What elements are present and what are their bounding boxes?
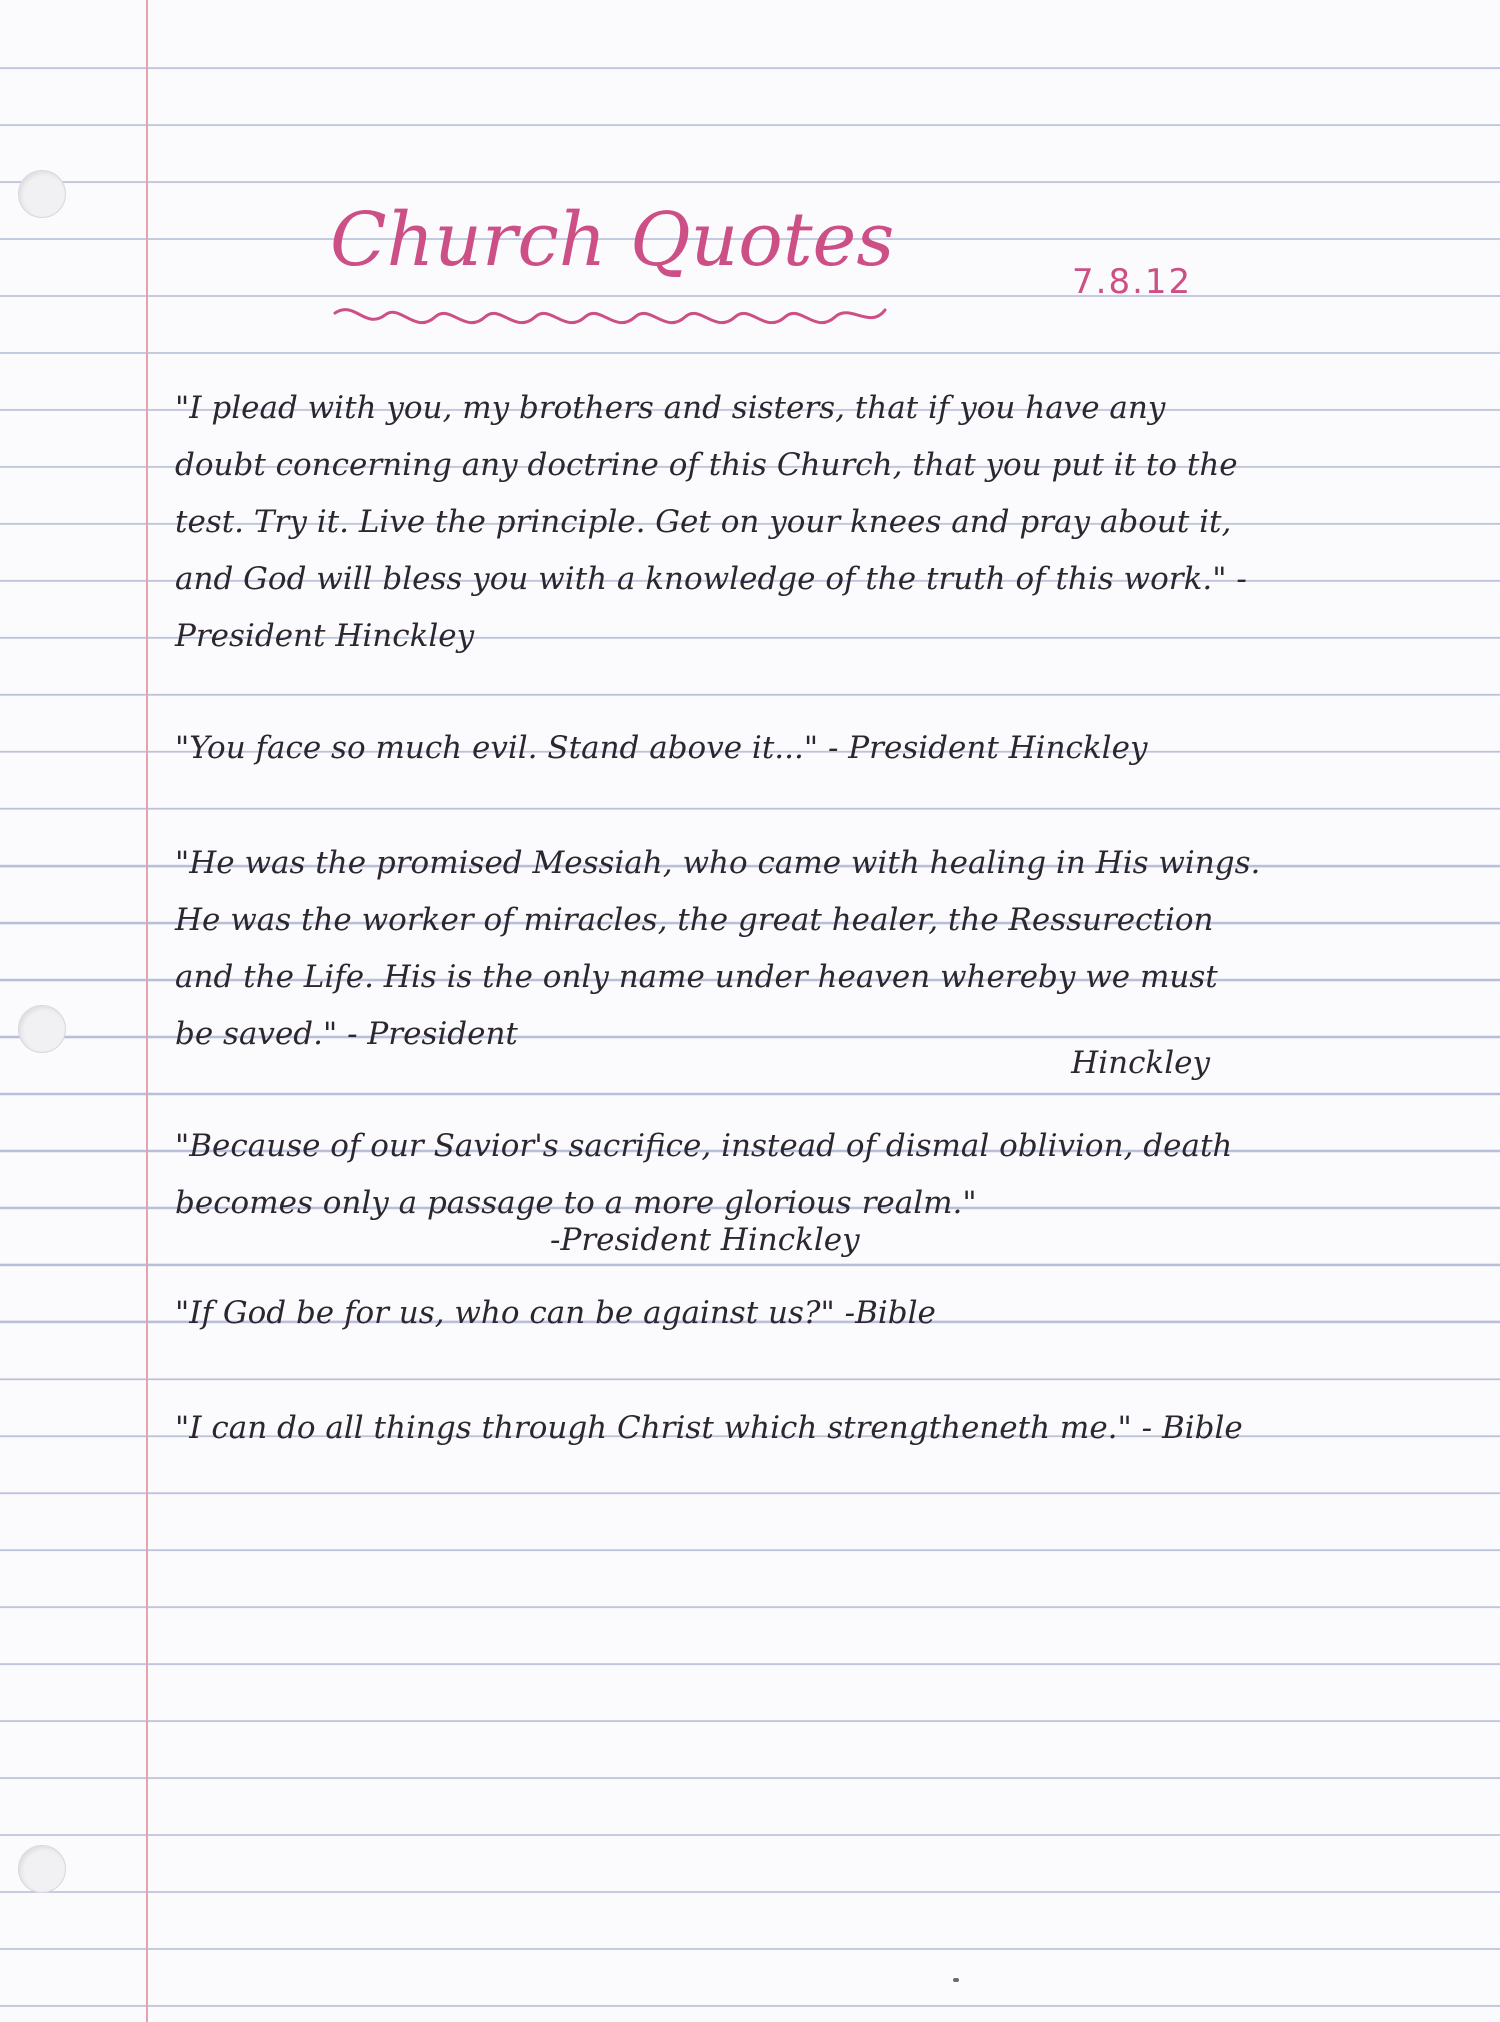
quote-attribution: Hinckley [1071, 1045, 1210, 1081]
margin-line [146, 0, 148, 2022]
page-date: 7.8.12 [1072, 262, 1193, 302]
quote-text: "I plead with you, my brothers and sisters, that if you have any doubt concerning any doctrine of this Church, that you put it to the test. Try it. Live the principle. Get on your knees and pray about it, and God will bless you with a knowledge of the truth of this work." - President Hinckley [175, 390, 1247, 654]
quote-6 [175, 1400, 1265, 1457]
quote-text: "You face so much evil. Stand above it..." - President Hinckley [175, 730, 1148, 766]
quote-2 [175, 720, 1265, 777]
binder-hole [18, 170, 66, 218]
quote-text: "If God be for us, who can be against us?" -Bible [175, 1295, 936, 1331]
quote-4 [175, 1118, 1265, 1269]
quote-1 [175, 380, 1265, 665]
paper-speck [953, 1978, 959, 1982]
quote-attribution: -President Hinckley [550, 1222, 860, 1258]
quote-text: "I can do all things through Christ which strengtheneth me." - Bible [175, 1410, 1243, 1446]
quote-3 [175, 835, 1265, 1092]
binder-hole [18, 1005, 66, 1053]
quote-text: "Because of our Savior's sacrifice, instead of dismal oblivion, death becomes only a passage to a more glorious realm." [175, 1128, 1233, 1221]
quote-text: "He was the promised Messiah, who came with healing in His wings. He was the worker of miracles, the great healer, the Ressurection and the Life. His is the only name under heaven whereby we must be saved." - President [175, 845, 1261, 1052]
page-title: Church Quotes [330, 197, 895, 283]
title-underline-flourish [330, 295, 890, 345]
binder-hole [18, 1845, 66, 1893]
quote-5 [175, 1285, 1265, 1342]
